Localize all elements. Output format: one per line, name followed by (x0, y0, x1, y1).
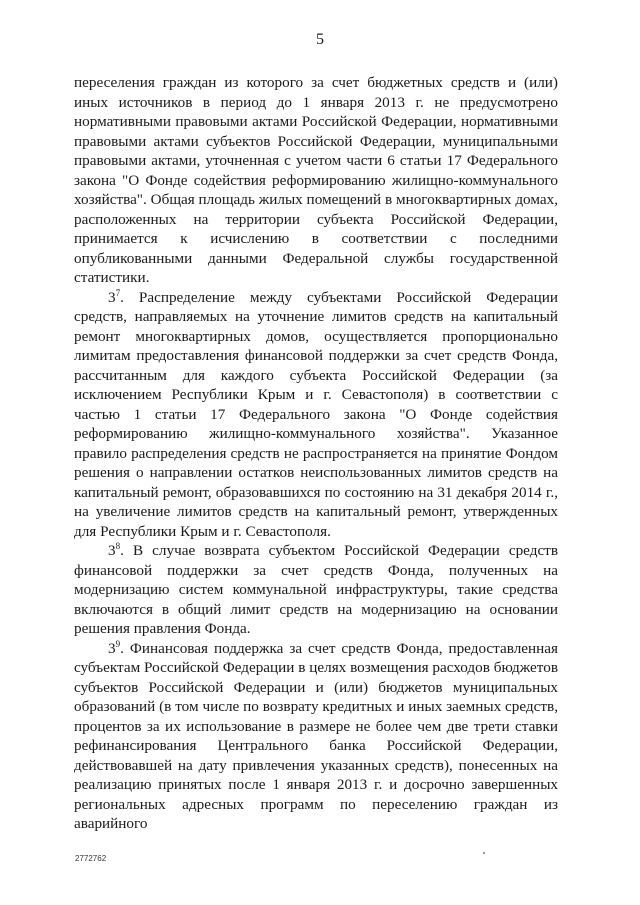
item-superscript: 7 (115, 287, 121, 298)
paragraph-3-9 (74, 639, 558, 834)
page-number: 5 (316, 31, 324, 48)
paragraph-text: . В случае возврата субъектом Российской Федерации средств финансовой поддержки за счет средств Фонда, полученных на модернизацию систем коммунальной инфраструктуры, такие средства включаются в общий лимит средств на модернизацию на основании решения правления Фонда. (74, 542, 558, 637)
item-superscript: 8 (115, 541, 121, 551)
item-number: $3^8$ (108, 541, 121, 559)
paragraph-text: . Распределение между субъектами Российской Федерации средств, направляемых на уточнение лимитов средств на капитальный ремонт многоквартирных домов, осуществляется пропорционально лимитам предоставления финансовой поддержки за счет средств Фонда, рассчитанным для каждого субъекта Российской Федерации (за исключением Республики Крым и г. Севастополя) в соответствии с частью 1 статьи 17 Федерального закона "О Фонде содействия реформированию жилищно-коммунального хозяйства". Указанное правило распределения средств не распространяется на принятие Фондом решения о направлении остатков неиспользованных лимитов средств на капитальный ремонт, образовавшихся по состоянию на 31 декабря 2014 г., на увеличение лимитов средств на капитальный ремонт, утвержденных для Республики Крым и г. Севастополя. (74, 288, 558, 540)
paragraph-continuation (74, 73, 558, 288)
document-body (74, 73, 558, 834)
paragraph-3-8 (74, 541, 558, 639)
paragraph-3-7 (74, 288, 558, 542)
document-code: 2772762 (75, 854, 107, 863)
item-superscript: 9 (115, 638, 121, 649)
item-number: $3^7$ (108, 287, 121, 306)
scan-speck (483, 852, 485, 854)
item-number: $3^9$ (108, 638, 121, 657)
paragraph-text: . Финансовая поддержка за счет средств Фонда, предоставленная субъектам Российской Федерации в целях возмещения расходов бюджетов субъектов Российской Федерации и (или) бюджетов муниципальных образований (в том числе по возврату кредитных и иных заемных средств, процентов за их использование в размере не более чем две трети ставки рефинансирования Центрального банка Российской Федерации, действовавшей на дату привлечения указанных средств), понесенных на реализацию принятых после 1 января 2013 г. и досрочно завершенных региональных адресных программ по переселению граждан из аварийного (74, 639, 558, 832)
paragraph-text: переселения граждан из которого за счет бюджетных средств и (или) иных источников в период до 1 января 2013 г. не предусмотрено нормативными правовыми актами Российской Федерации, нормативными правовыми актами субъектов Российской Федерации, муниципальными правовыми актами, уточненная с учетом части 6 статьи 17 Федерального закона "О Фонде содействия реформированию жилищно-коммунального хозяйства". Общая площадь жилых помещений в многоквартирных домах, расположенных на территории субъекта Российской Федерации, принимается к исчислению в соответствии с последними опубликованными данными Федеральной службы государственной статистики. (74, 74, 558, 286)
